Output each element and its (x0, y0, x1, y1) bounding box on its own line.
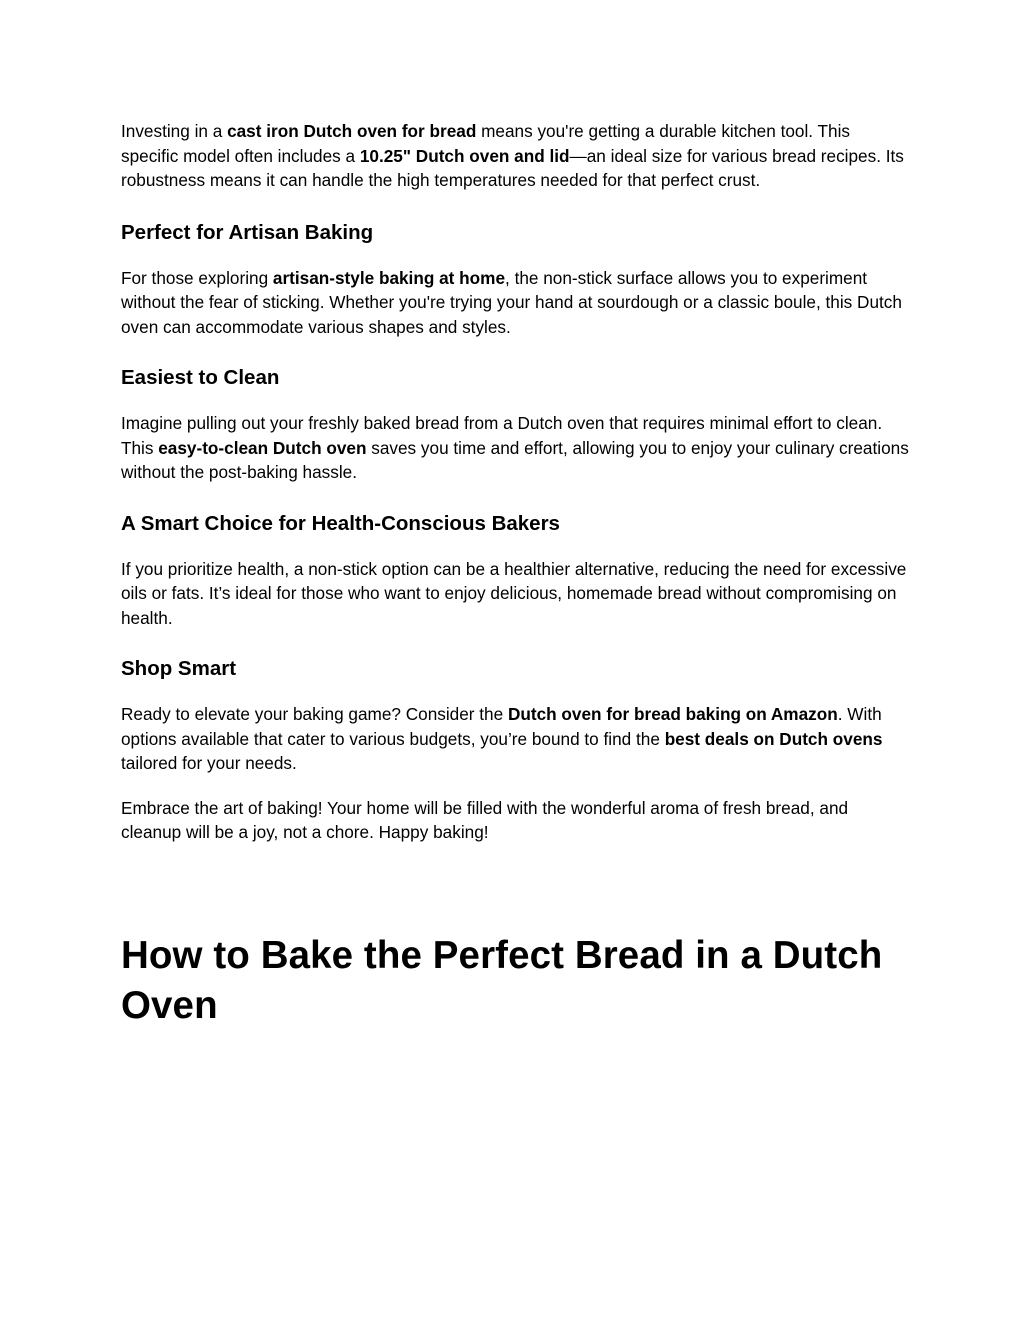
artisan-bold-1: artisan-style baking at home (272, 267, 506, 288)
artisan-text-1: For those exploring (121, 267, 273, 288)
closing-paragraph: Embrace the art of baking! Your home will be filled with the wonderful aroma of fresh bread, and cleanup will be a joy, not a chore. Happy baking! (121, 797, 849, 842)
health-heading: A Smart Choice for Health-Conscious Bakers (121, 511, 560, 535)
artisan-text-2: , the non-stick surface allows you to experiment without the fear of sticking. Whether you're trying your hand at sourdough or a classic boule, this Dutch oven can accommodate various shapes and styles. (121, 267, 902, 337)
intro-text-1: Investing in a (121, 121, 228, 141)
shop-bold-2: best deals on Dutch ovens (664, 728, 883, 749)
shop-heading: Shop Smart (121, 657, 237, 680)
clean-text-2: saves you time and effort, allowing you to enjoy your culinary creations without the post-baking hassle. (121, 437, 909, 482)
next-section-title: How to Bake the Perfect Bread in a Dutch Oven (121, 933, 883, 1027)
clean-paragraph (121, 411, 911, 485)
health-paragraph: If you prioritize health, a non-stick option can be a healthier alternative, reducing the need for excessive oils or fats. It’s ideal for those who want to enjoy delicious, homemade bread without compromising on health. (121, 558, 907, 628)
intro-bold-2: 10.25" Dutch oven and lid (359, 145, 570, 166)
shop-text-1: Ready to elevate your baking game? Consider the (121, 704, 508, 724)
intro-paragraph (121, 119, 911, 193)
artisan-paragraph (121, 266, 911, 340)
shop-text-2: . With options available that cater to various budgets, you’re bound to find the (121, 704, 882, 749)
intro-text-2: means you're getting a durable kitchen tool. This specific model often includes a (121, 121, 850, 166)
intro-bold-1: cast iron Dutch oven for bread (227, 121, 477, 141)
intro-text-3: —an ideal size for various bread recipes. Its robustness means it can handle the high temperatures needed for that perfect crust. (121, 145, 904, 190)
clean-text-1: Imagine pulling out your freshly baked bread from a Dutch oven that requires minimal effort to clean. This (121, 413, 883, 458)
artisan-heading: Perfect for Artisan Baking (121, 220, 374, 244)
shop-bold-1: Dutch oven for bread baking on Amazon (507, 704, 838, 724)
shop-text-3: tailored for your needs. (121, 753, 297, 773)
shop-paragraph (121, 702, 911, 776)
clean-heading: Easiest to Clean (121, 366, 280, 389)
clean-bold-1: easy-to-clean Dutch oven (158, 437, 367, 458)
document-page (121, 119, 911, 1031)
